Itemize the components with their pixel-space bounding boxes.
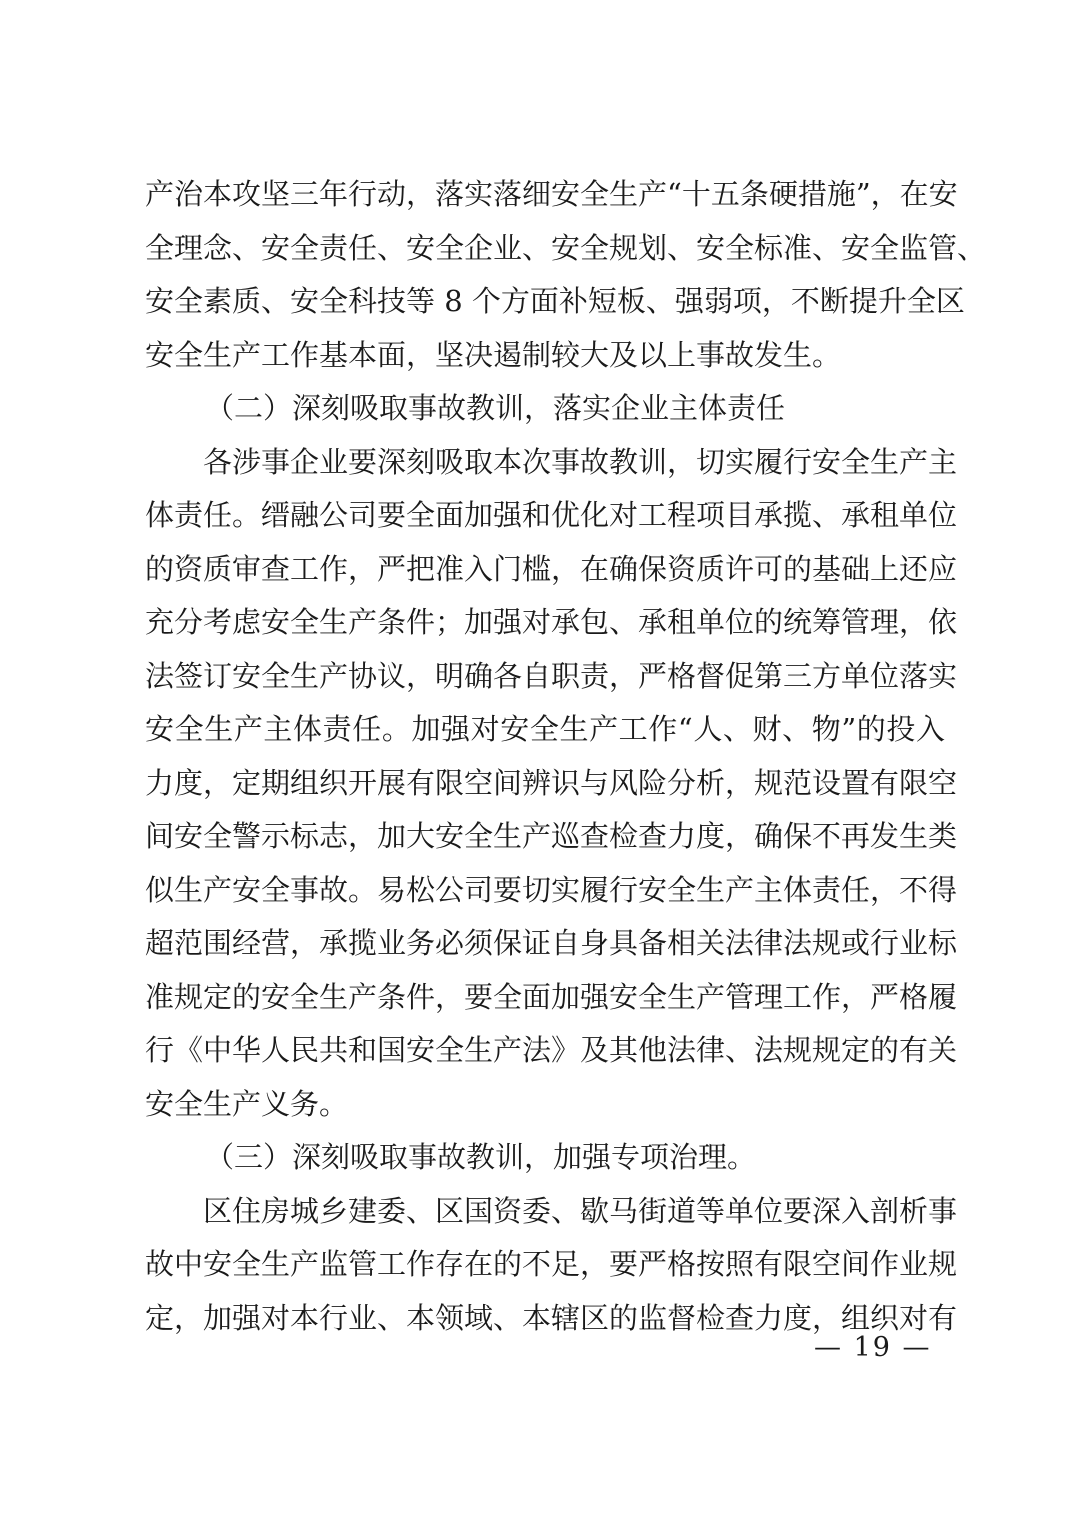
- text-line: 间安全警示标志，加大安全生产巡查检查力度，确保不再发生类: [145, 819, 958, 853]
- document-body: [145, 168, 987, 1345]
- text-line: 产治本攻坚三年行动，落实落细安全生产“十五条硬措施”，在安: [145, 177, 958, 211]
- text-line: 定，加强对本行业、本领域、本辖区的监督检查力度，组织对有: [145, 1300, 958, 1335]
- text-line: 安全生产工作基本面，坚决遏制较大及以上事故发生。: [145, 337, 842, 372]
- text-line: 法签订安全生产协议，明确各自职责，严格督促第三方单位落实: [145, 658, 958, 693]
- text-line: 安全素质、安全科技等 8 个方面补短板、强弱项，不断提升全区: [145, 284, 965, 318]
- text-line: 体责任。缙融公司要全面加强和优化对工程项目承揽、承租单位: [145, 498, 958, 532]
- text-line: 的资质审查工作，严把准入门槛，在确保资质许可的基础上还应: [145, 551, 958, 586]
- paragraph-first-line: 各涉事企业要深刻吸取本次事故教训，切实履行安全生产主: [203, 444, 958, 479]
- text-line: 力度，定期组织开展有限空间辨识与风险分析，规范设置有限空: [145, 765, 958, 800]
- paragraph-first-line: 区住房城乡建委、区国资委、歇马街道等单位要深入剖析事: [203, 1193, 958, 1228]
- text-line: 安全生产主体责任。加强对安全生产工作“人、财、物”的投入: [145, 712, 945, 746]
- text-line: 安全生产义务。: [145, 1086, 349, 1121]
- text-line: 似生产安全事故。易松公司要切实履行安全生产主体责任，不得: [145, 872, 958, 907]
- text-line: 充分考虑安全生产条件；加强对承包、承租单位的统筹管理，依: [145, 605, 958, 639]
- section-heading: （三）深刻吸取事故教训，加强专项治理。: [205, 1140, 757, 1174]
- text-line: 准规定的安全生产条件，要全面加强安全生产管理工作，严格履: [145, 979, 958, 1014]
- page-number: — 19 —: [814, 1332, 932, 1363]
- text-line: 全理念、安全责任、安全企业、安全规划、安全标准、安全监管、: [145, 230, 987, 265]
- text-line: 行《中华人民共和国安全生产法》及其他法律、法规规定的有关: [145, 1033, 958, 1067]
- section-heading: （二）深刻吸取事故教训，落实企业主体责任: [205, 391, 786, 425]
- text-line: 故中安全生产监管工作存在的不足，要严格按照有限空间作业规: [145, 1247, 958, 1281]
- text-line: 超范围经营，承揽业务必须保证自身具备相关法律法规或行业标: [145, 926, 958, 960]
